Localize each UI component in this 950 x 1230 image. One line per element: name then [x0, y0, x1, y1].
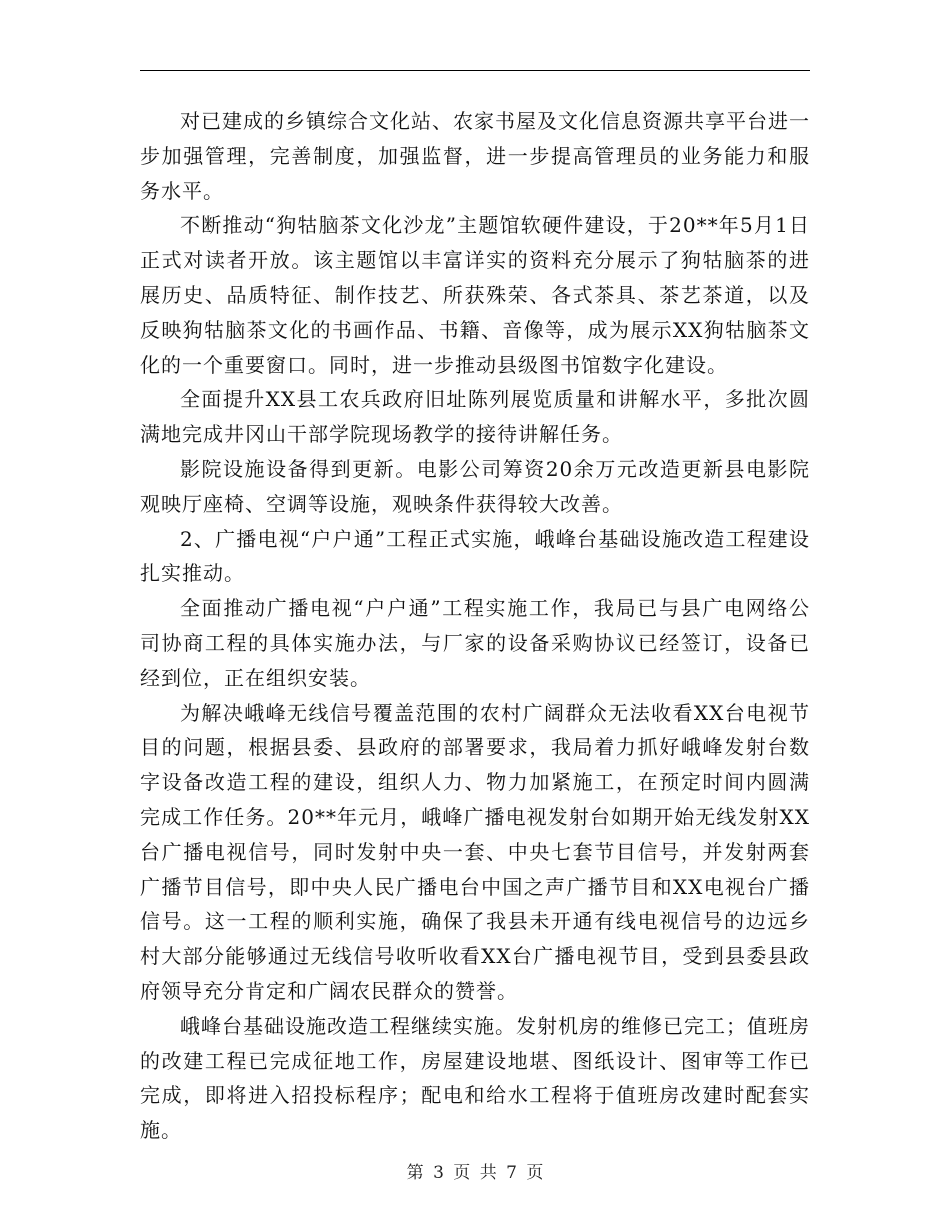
paragraph: 不断推动“狗牯脑茶文化沙龙”主题馆软硬件建设，于20**年5月1日正式对读者开放。该主题馆以丰富详实的资料充分展示了狗牯脑茶的进展历史、品质特征、制作技艺、所获殊荣、各式茶具、茶艺茶道，以及反映狗牯脑茶文化的书画作品、书籍、音像等，成为展示XX狗牯脑茶文化的一个重要窗口。同时，进一步推动县级图书馆数字化建设。 — [140, 213, 810, 377]
header-rule — [140, 70, 810, 71]
footer-page-word: 页 — [453, 1163, 471, 1183]
paragraph: 影院设施设备得到更新。电影公司筹资20余万元改造更新县电影院观映厅座椅、空调等设施，观映条件获得较大改善。 — [140, 456, 810, 516]
footer-suffix: 页 — [526, 1163, 544, 1183]
total-pages-number: 7 — [506, 1163, 517, 1183]
footer-prefix: 第 — [406, 1163, 424, 1183]
paragraph: 为解决峨峰无线信号覆盖范围的农村广阔群众无法收看XX台电视节目的问题，根据县委、县政府的部署要求，我局着力抓好峨峰发射台数字设备改造工程的建设，组织人力、物力加紧施工，在预定时间内圆满完成工作任务。20**年元月，峨峰广播电视发射台如期开始无线发射XX台广播电视信号，同时发射中央一套、中央七套节目信号，并发射两套广播节目信号，即中央人民广播电台中国之声广播节目和XX电视台广播信号。这一工程的顺利实施，确保了我县未开通有线电视信号的边远乡村大部分能够通过无线信号收听收看XX台广播电视节目，受到县委县政府领导充分肯定和广阔农民群众的赞誉。 — [140, 700, 810, 1003]
paragraph: 全面推动广播电视“户户通”工程实施工作，我局已与县广电网络公司协商工程的具体实施办法，与厂家的设备采购协议已经签订，设备已经到位，正在组织安装。 — [140, 596, 810, 690]
page-footer — [0, 1158, 950, 1183]
document-body — [140, 104, 810, 1148]
paragraph: 全面提升XX县工农兵政府旧址陈列展览质量和讲解水平，多批次圆满地完成井冈山干部学院现场教学的接待讲解任务。 — [140, 387, 810, 447]
current-page-number: 3 — [433, 1163, 444, 1183]
section-heading: 2、广播电视“户户通”工程正式实施，峨峰台基础设施改造工程建设扎实推动。 — [140, 526, 810, 586]
paragraph: 对已建成的乡镇综合文化站、农家书屋及文化信息资源共享平台进一步加强管理，完善制度，加强监督，进一步提高管理员的业务能力和服务水平。 — [140, 109, 810, 203]
paragraph: 峨峰台基础设施改造工程继续实施。发射机房的维修已完工；值班房的改建工程已完成征地工作，房屋建设地堪、图纸设计、图审等工作已完成，即将进入招投标程序；配电和给水工程将于值班房改建时配套实施。 — [140, 1013, 810, 1143]
footer-total-word: 共 — [479, 1163, 497, 1183]
